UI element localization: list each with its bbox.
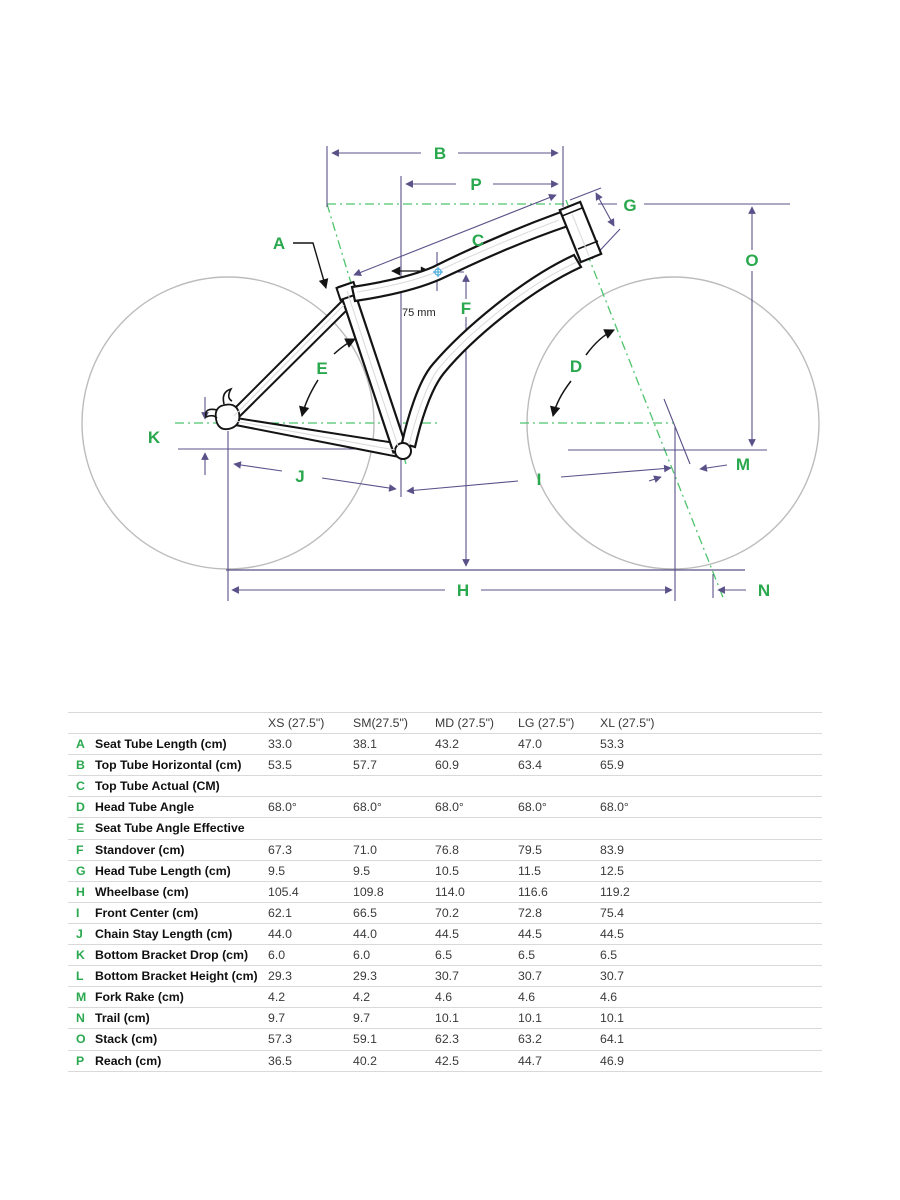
table-row-seat-tube-length: A Seat Tube Length (cm) 33.0 38.1 43.2 47.0 53.3 [68,733,822,754]
table-row-front-center: I Front Center (cm) 62.1 66.5 70.2 72.8 75.4 [68,902,822,923]
label-O: O [745,251,759,270]
leader-A [293,243,326,288]
label-H: H [456,581,470,600]
angle-arc-D-upper [586,330,614,355]
angle-arc-D-lower [553,381,571,416]
label-K: K [147,428,161,447]
label-N: N [757,581,771,600]
label-G: G [623,196,637,215]
col-header-xl: XL (27.5") [600,716,655,730]
label-C: C [471,231,485,250]
label-75mm: 75 mm [402,307,436,319]
label-J: J [295,467,305,486]
label-B: B [433,144,447,163]
table-row-standover: F Standover (cm) 67.3 71.0 76.8 79.5 83.9 [68,839,822,860]
table-row-seat-tube-angle: E Seat Tube Angle Effective [68,817,822,838]
col-header-lg: LG (27.5") [518,716,575,730]
wheels [82,277,819,569]
label-P: P [470,175,482,194]
col-header-sm: SM(27.5") [353,716,408,730]
label-M: M [735,455,751,474]
table-row-chain-stay-length: J Chain Stay Length (cm) 44.0 44.0 44.5 44.5 44.5 [68,923,822,944]
table-row-bb-height: L Bottom Bracket Height (cm) 29.3 29.3 30.7 30.7 30.7 [68,965,822,986]
angle-arc-E-lower [302,380,318,416]
dimension-labels [148,144,770,600]
label-D: D [569,357,583,376]
rear-dropout [216,405,240,430]
dim-I [407,481,518,491]
bike-frame [206,202,601,459]
col-header-xs: XS (27.5") [268,716,325,730]
dropout-horn-top [223,389,232,404]
table-row-reach: P Reach (cm) 36.5 40.2 42.5 44.7 46.9 [68,1050,822,1071]
table-row-head-tube-angle: D Head Tube Angle 68.0° 68.0° 68.0° 68.0° 68.0° [68,796,822,817]
steering-axis [566,200,724,600]
table-row-bb-drop: K Bottom Bracket Drop (cm) 6.0 6.0 6.5 6.5 6.5 [68,944,822,965]
table-row-top-tube-actual: C Top Tube Actual (CM) [68,775,822,796]
table-row-trail: N Trail (cm) 9.7 9.7 10.1 10.1 10.1 [68,1007,822,1028]
label-E: E [316,359,328,378]
table-row-top-tube-horizontal: B Top Tube Horizontal (cm) 53.5 57.7 60.9 63.4 65.9 [68,754,822,775]
table-row-wheelbase: H Wheelbase (cm) 105.4 109.8 114.0 116.6 119.2 [68,881,822,902]
table-row-fork-rake: M Fork Rake (cm) 4.2 4.2 4.6 4.6 4.6 [68,986,822,1007]
dim-G [596,193,614,226]
label-I: I [536,470,542,489]
col-header-md: MD (27.5") [435,716,495,730]
dim-J [234,464,282,471]
frame-head-tube [560,202,601,262]
dim-M [700,465,727,469]
geometry-table [68,712,822,1072]
label-A: A [272,234,286,253]
table-row-stack: O Stack (cm) 57.3 59.1 62.3 63.2 64.1 [68,1028,822,1049]
table-row-head-tube-length: G Head Tube Length (cm) 9.5 9.5 10.5 11.5 12.5 [68,860,822,881]
table-header-row [68,712,822,733]
label-F: F [460,299,472,318]
